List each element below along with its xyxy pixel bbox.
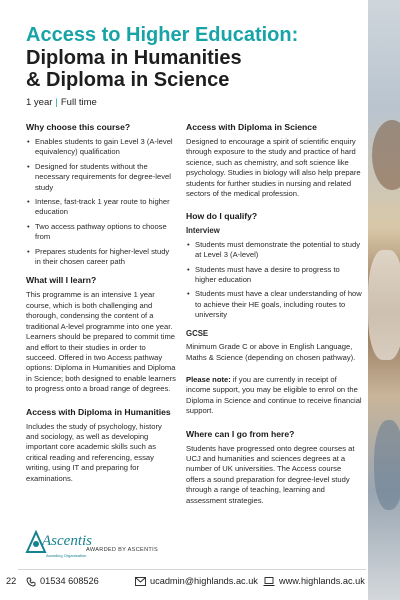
where-heading: Where can I go from here? <box>186 428 295 439</box>
list-item: • Intense, fast-track 1 year route to higher education <box>26 197 176 218</box>
email-icon <box>135 577 146 586</box>
subtitle-line-1: Diploma in Humanities <box>26 47 242 69</box>
note-text: if you are currently in receipt of income support, you may be eligible to enrol on the Diploma in Science and continue to receive financial support. <box>186 374 362 416</box>
list-item: • Prepares students for higher-level study in their chosen career path <box>26 247 176 268</box>
list-item: • Two access pathway options to choose from <box>26 222 176 243</box>
footer <box>0 572 368 594</box>
laptop-icon <box>263 577 275 586</box>
page-number: 22 <box>6 576 17 586</box>
note-label: Please note: <box>186 374 231 384</box>
background-photo <box>368 0 400 600</box>
why-heading: Why choose this course? <box>26 122 131 132</box>
study-mode: Full time <box>60 97 97 108</box>
right-column <box>186 122 362 512</box>
list-item: • Designed for students without the necessary requirements for degree-level study <box>26 162 176 193</box>
please-note <box>186 375 362 417</box>
email-link[interactable] <box>135 576 258 586</box>
gcse-label: GCSE <box>186 328 209 338</box>
subtitle-line-2: & Diploma in Science <box>26 69 230 91</box>
science-heading: Access with Diploma in Science <box>186 122 317 132</box>
humanities-text: Includes the study of psychology, history and sociology, as well as developing important core academic skills such as critical reading and referencing, essay writing, using IT and preparing for examinations. <box>26 421 162 483</box>
page-title: Access to Higher Education: <box>26 24 299 46</box>
awarded-by: AWARDED BY ASCENTIS <box>86 547 159 553</box>
website-link[interactable] <box>263 576 365 586</box>
left-column <box>26 122 176 490</box>
course-meta <box>26 97 97 108</box>
learn-text: This programme is an intensive 1 year course, which is both challenging and thorough, condensing the content of a traditional A-level programme into one year. Learners should be prepared to commit time and effort to their studies in order to succeed. Offered in two Access pathway options: Diploma in Humanities and Diploma in Science; both designed to enable learners to progress onto a broad range of degrees. <box>26 290 176 394</box>
humanities-heading: Access with Diploma in Humanities <box>26 406 171 417</box>
logo-tagline: Awarding Organisation <box>46 553 87 558</box>
phone-icon <box>26 577 36 587</box>
footer-divider <box>18 569 366 570</box>
list-item: • Students must have a clear understanding of how to achieve their HE goals, including routes to university <box>186 289 362 320</box>
website-url: www.highlands.ac.uk <box>279 576 365 586</box>
phone-link[interactable] <box>26 576 99 587</box>
page-subtitle <box>26 47 366 91</box>
list-item: • Students must demonstrate the potential to study at Level 3 (A-level) <box>186 240 362 261</box>
logo-name: Ascentis <box>42 533 92 549</box>
divider: | <box>55 97 58 108</box>
science-text: Designed to encourage a spirit of scientific enquiry through exposure to the study and practice of hard science, such as chemistry, and soft science like psychology. Studies in biology will also help prepare students for further studies in nursing and related sectors of the medical profession. <box>186 137 361 199</box>
qualify-heading: How do I qualify? <box>186 211 258 222</box>
duration: 1 year <box>26 97 53 108</box>
email-address: ucadmin@highlands.ac.uk <box>150 576 258 586</box>
phone-number: 01534 608526 <box>40 576 99 586</box>
interview-list <box>186 240 362 321</box>
why-list <box>26 137 176 267</box>
where-text: Students have progressed onto degree courses at UCJ and humanities and sciences degrees at a number of UK universities. The Access course offers a sound preparation for degree-level study through a range of teaching, learning and assessment strategies. <box>186 443 355 505</box>
list-item: • Students must have a desire to progress to higher education <box>186 265 362 286</box>
interview-label: Interview <box>186 226 220 236</box>
learn-heading: What will I learn? <box>26 275 97 286</box>
gcse-text: Minimum Grade C or above in English Language, Maths & Science (depending on chosen pathway). <box>186 342 356 362</box>
list-item: • Enables students to gain Level 3 (A-level equivalency) qualification <box>26 137 176 158</box>
